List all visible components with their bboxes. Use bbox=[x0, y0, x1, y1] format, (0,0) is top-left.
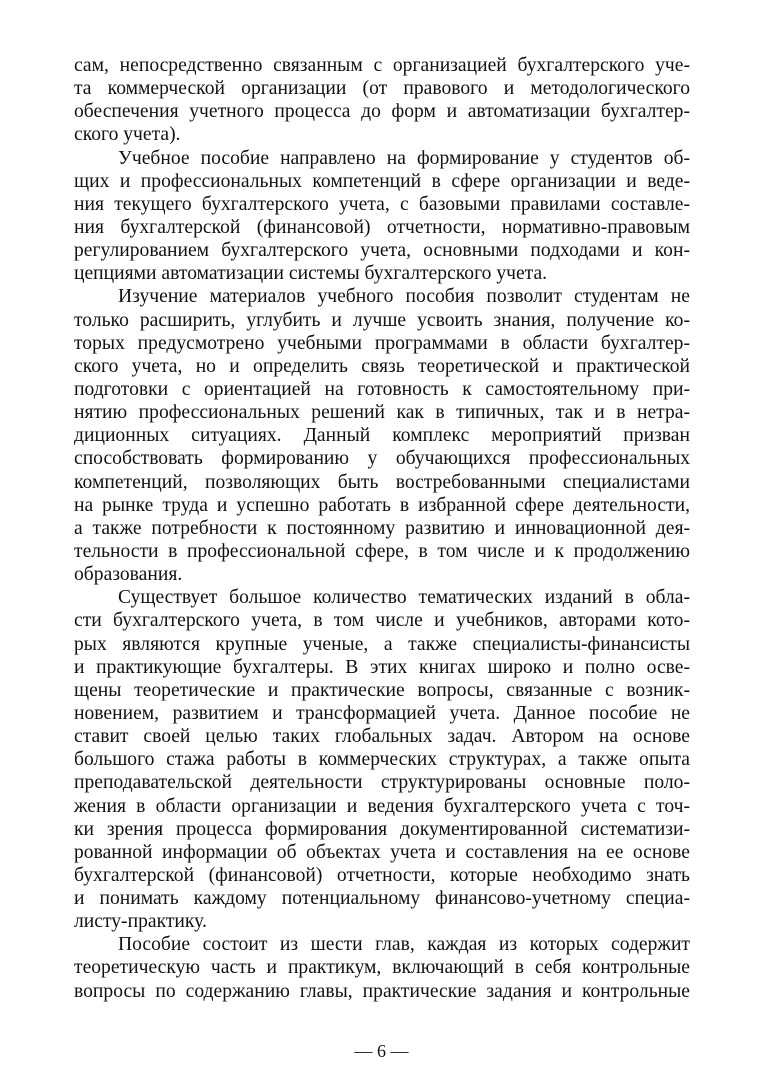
paragraph bbox=[74, 285, 690, 586]
text-line: подготовки с ориентацией на готовность к самостоятельному при- bbox=[74, 378, 690, 400]
text-line: Пособие состоит из шести глав, каждая из которых содержит bbox=[118, 934, 690, 956]
text-line: Существует большое количество тематических изданий в обла- bbox=[118, 587, 690, 609]
paragraph bbox=[74, 586, 690, 933]
text-line: тельности в профессиональной сфере, в том числе и к продолжению bbox=[74, 540, 690, 562]
page-number: — 6 — bbox=[354, 1041, 409, 1061]
text-line: бухгалтерской (финансовой) отчетности, которые необходимо знать bbox=[74, 864, 690, 886]
text-line: сам, непосредственно связанным с организацией бухгалтерского уче- bbox=[74, 55, 690, 76]
text-line: большого стажа работы в коммерческих структурах, а также опыта bbox=[74, 749, 690, 771]
text-line: новением, развитием и трансформацией учета. Данное пособие не bbox=[74, 702, 690, 724]
text-line: цепциями автоматизации системы бухгалтерского учета. bbox=[74, 263, 548, 285]
paragraph bbox=[74, 54, 690, 147]
text-line: Изучение материалов учебного пособия позволит студентам не bbox=[118, 286, 690, 308]
text-line: регулированием бухгалтерского учета, основными подходами и кон- bbox=[74, 240, 690, 262]
text-line: рованной информации об объектах учета и составления на ее основе bbox=[74, 841, 690, 863]
text-line: ского учета, но и определить связь теоретической и практической bbox=[74, 355, 690, 377]
text-line: нятию профессиональных решений как в типичных, так и в нетра- bbox=[74, 402, 690, 424]
text-line: Учебное пособие направлено на формирование у студентов об- bbox=[118, 147, 690, 169]
text-line: жения в области организации и ведения бухгалтерского учета с точ- bbox=[74, 795, 690, 817]
text-line: сти бухгалтерского учета, в том числе и учебников, авторами кото- bbox=[74, 610, 690, 632]
text-line: преподавательской деятельности структурированы основные поло- bbox=[74, 772, 690, 794]
text-line: щены теоретические и практические вопросы, связанные с возник- bbox=[74, 679, 690, 701]
text-line: щих и профессиональных компетенций в сфере организации и веде- bbox=[74, 170, 690, 192]
text-line: только расширить, углубить и лучше усвоить знания, получение ко- bbox=[74, 309, 690, 331]
text-line: ставит своей целью таких глобальных задач. Автором на основе bbox=[74, 726, 690, 748]
text-line: листу-практику. bbox=[74, 911, 207, 933]
text-line: ния текущего бухгалтерского учета, с базовыми правилами составле- bbox=[74, 193, 690, 215]
text-line: компетенций, позволяющих быть востребованными специалистами bbox=[74, 471, 690, 493]
text-line: и практикующие бухгалтеры. В этих книгах широко и полно осве- bbox=[74, 656, 690, 678]
text-line: на рынке труда и успешно работать в избранной сфере деятельности, bbox=[74, 494, 690, 516]
paragraph bbox=[74, 147, 690, 286]
text-line: а также потребности к постоянному развитию и инновационной дея- bbox=[74, 517, 690, 539]
text-line: рых являются крупные ученые, а также специалисты-финансисты bbox=[74, 633, 690, 655]
text-line: образования. bbox=[74, 564, 183, 586]
paragraph bbox=[74, 933, 690, 1002]
text-line: торых предусмотрено учебными программами в области бухгалтер- bbox=[74, 332, 690, 354]
text-line: ки зрения процесса формирования документированной систематизи- bbox=[74, 818, 690, 840]
text-line: диционных ситуациях. Данный комплекс мероприятий призван bbox=[74, 425, 690, 447]
text-line: ния бухгалтерской (финансовой) отчетности, нормативно-правовым bbox=[74, 216, 690, 238]
text-line: способствовать формированию у обучающихся профессиональных bbox=[74, 448, 690, 470]
text-line: вопросы по содержанию главы, практические задания и контрольные bbox=[74, 980, 690, 1002]
page-body bbox=[74, 54, 690, 1003]
text-line: и понимать каждому потенциальному финансово-учетному специа- bbox=[74, 888, 690, 910]
text-line: обеспечения учетного процесса до форм и автоматизации бухгалтер- bbox=[74, 101, 690, 123]
text-line: ского учета). bbox=[74, 124, 181, 146]
text-line: теоретическую часть и практикум, включающий в себя контрольные bbox=[74, 957, 690, 979]
text-line: та коммерческой организации (от правового и методологического bbox=[74, 78, 690, 100]
